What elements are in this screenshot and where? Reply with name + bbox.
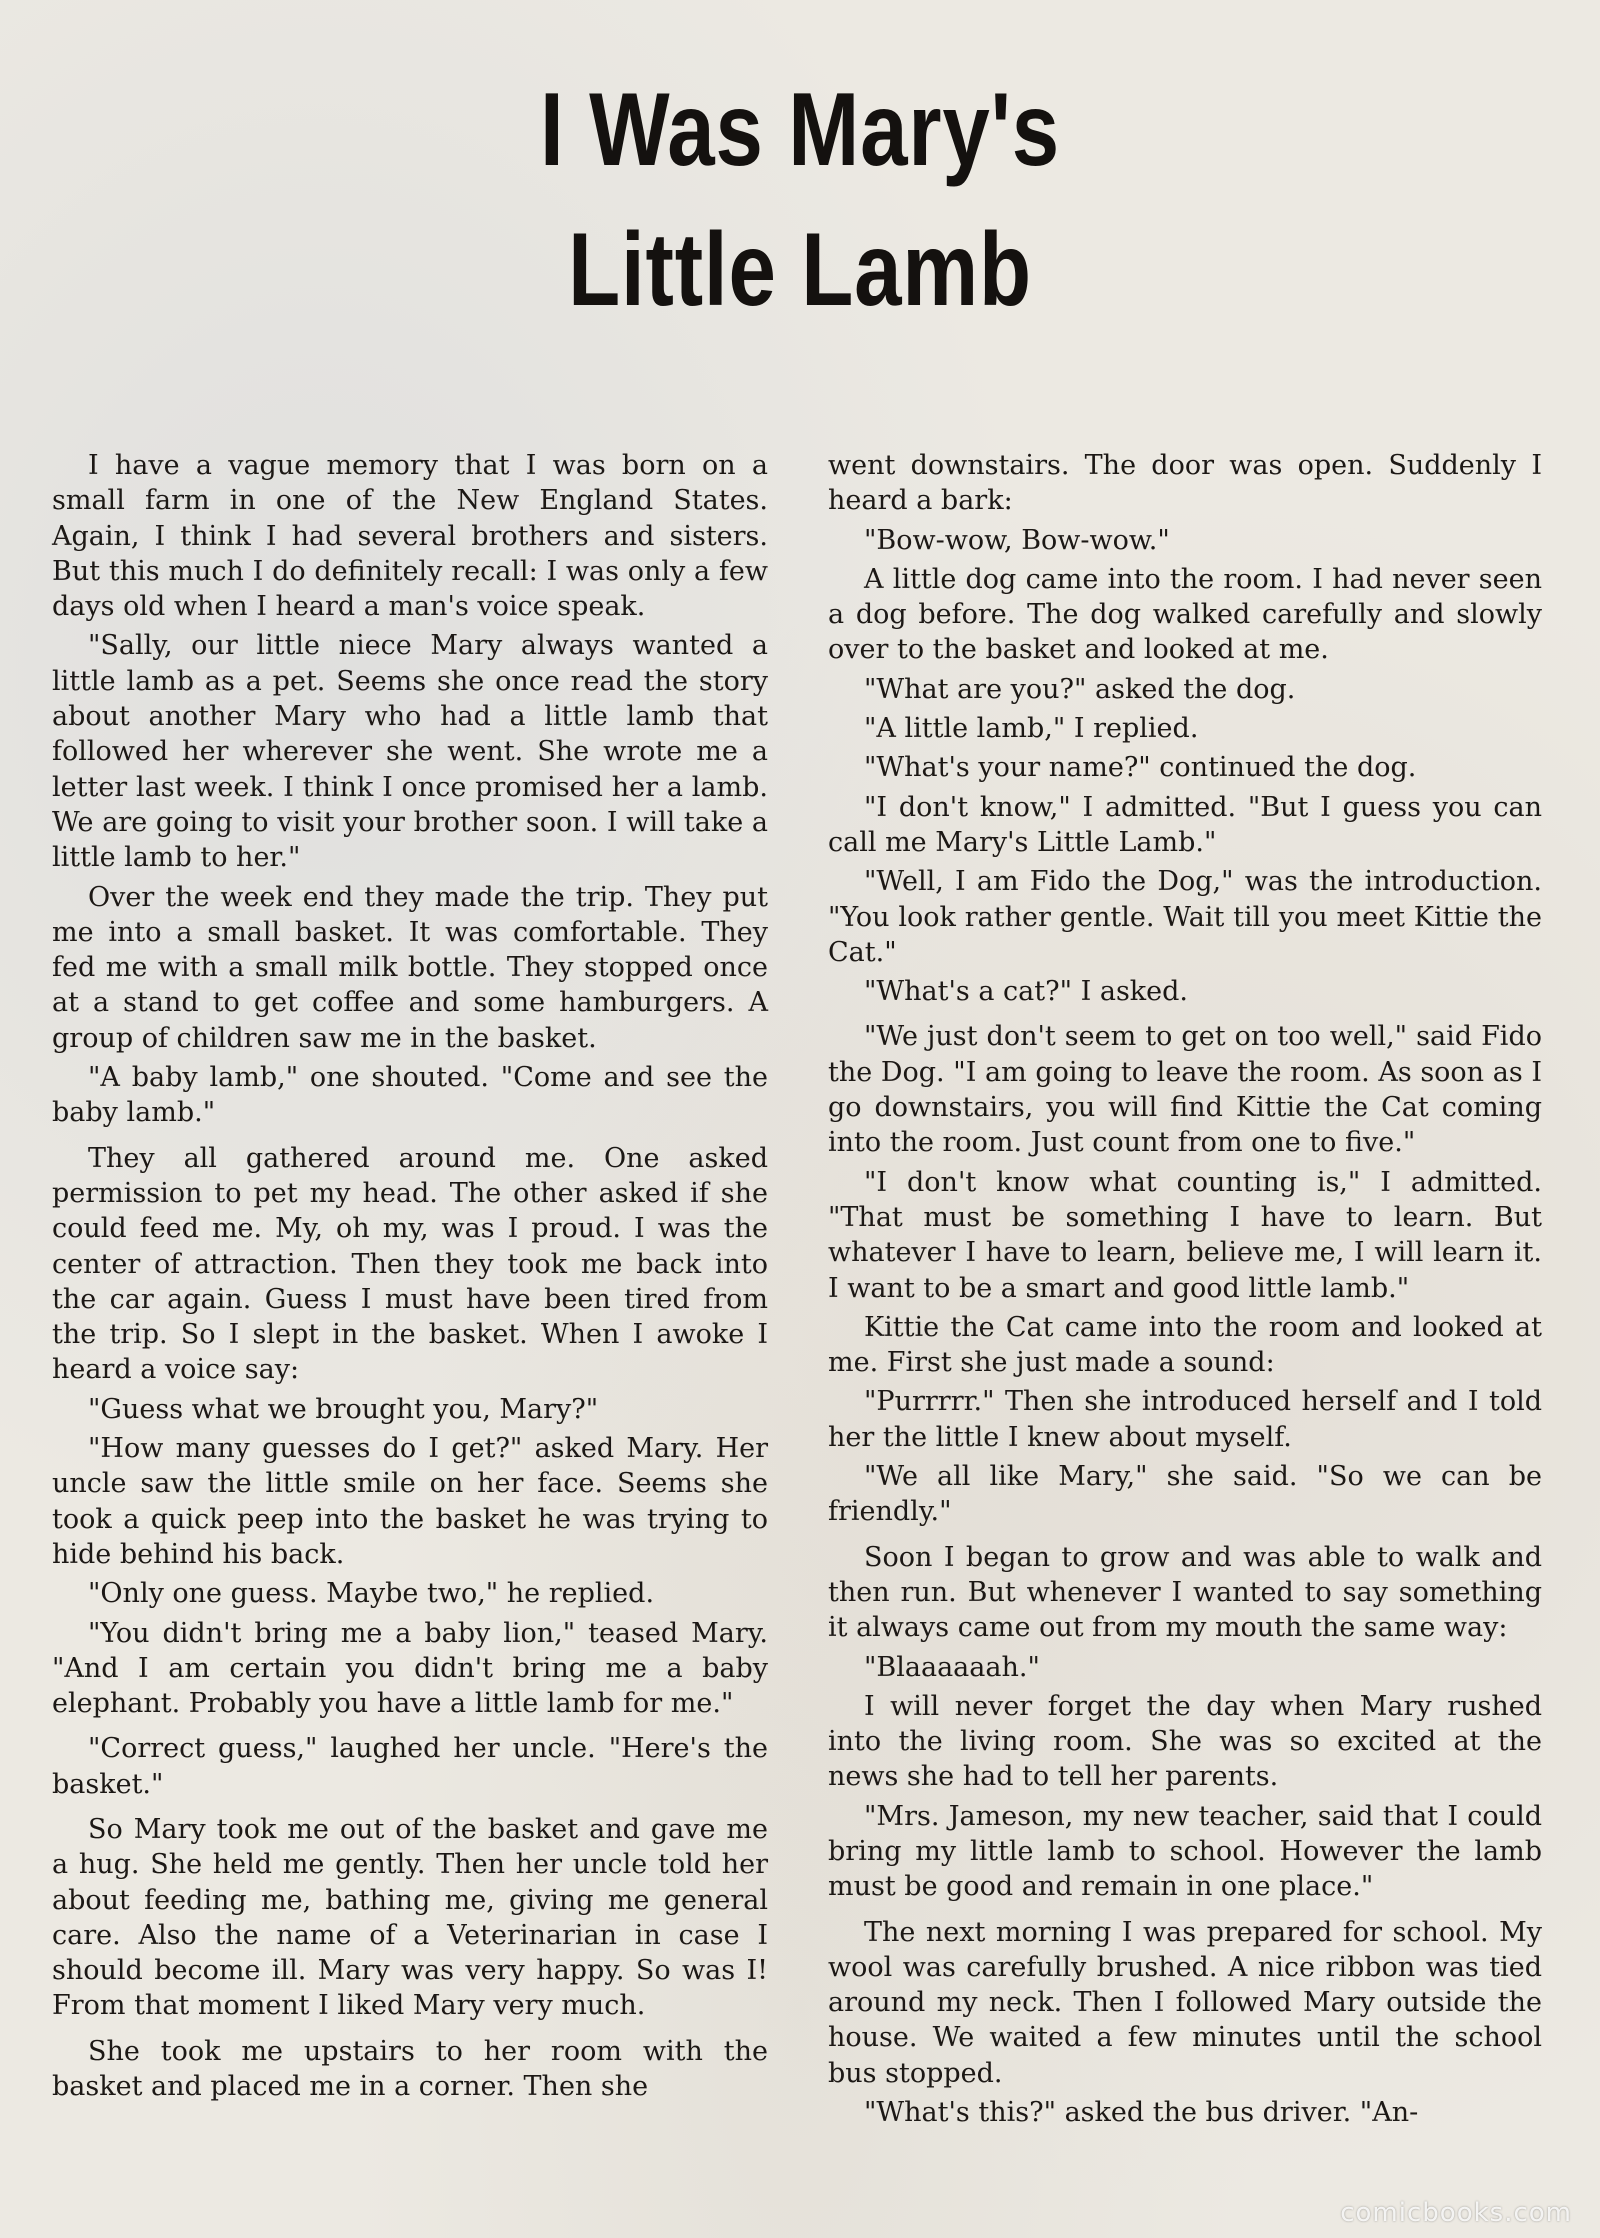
paragraph: "What's this?" asked the bus driver. "An-	[864, 2097, 1419, 2129]
paragraph: "Guess what we brought you, Mary?"	[88, 1393, 599, 1425]
paragraph: "A baby lamb," one shouted. "Come and see the baby lamb."	[52, 1062, 768, 1129]
paragraph: I will never forget the day when Mary rushed into the living room. She was so excited at the news she had to tell her parents.	[828, 1690, 1542, 1793]
title-line-1: I Was Mary's	[540, 72, 1060, 188]
paragraph: Over the week end they made the trip. They put me into a small basket. It was comfortable. They fed me with a small milk bottle. They stopped once at a stand to get coffee and some hamburgers. A group of children saw me in the basket.	[52, 881, 768, 1054]
left-column	[52, 448, 768, 2108]
paragraph: "Purrrrr." Then she introduced herself and I told her the little I knew about myself.	[828, 1386, 1542, 1453]
paragraph: A little dog came into the room. I had never seen a dog before. The dog walked carefully and slowly over to the basket and looked at me.	[828, 563, 1542, 666]
paragraph: I have a vague memory that I was born on a small farm in one of the New England States. Again, I think I had several brothers and sisters. But this much I do definitely recall: I was only a few days old when I heard a man's voice speak.	[52, 450, 768, 623]
watermark: comicbooks.com	[1340, 2198, 1572, 2228]
paragraph: "You didn't bring me a baby lion," teased Mary. "And I am certain you didn't bring me a baby elephant. Probably you have a little lamb for me."	[52, 1617, 768, 1720]
paragraph: "I don't know what counting is," I admitted. "That must be something I have to learn. But whatever I have to learn, believe me, I will learn it. I want to be a smart and good little lamb."	[828, 1166, 1542, 1304]
right-column	[828, 448, 1542, 2134]
paragraph: The next morning I was prepared for school. My wool was carefully brushed. A nice ribbon was tied around my neck. Then I followed Mary outside the house. We waited a few minutes until the school bus stopped.	[828, 1916, 1542, 2089]
paragraph: "Only one guess. Maybe two," he replied.	[88, 1578, 655, 1610]
paragraph: "We just don't seem to get on too well," said Fido the Dog. "I am going to leave the room. As soon as I go downstairs, you will find Kittie the Cat coming into the room. Just count from one to five."	[828, 1021, 1542, 1159]
paragraph: "Correct guess," laughed her uncle. "Here's the basket."	[52, 1733, 768, 1800]
paragraph: "How many guesses do I get?" asked Mary. Her uncle saw the little smile on her face. Seems she took a quick peep into the basket he was trying to hide behind his back.	[52, 1433, 768, 1570]
paragraph: "Sally, our little niece Mary always wanted a little lamb as a pet. Seems she once read the story about another Mary who had a little lamb that followed her wherever she went. She wrote me a letter last week. I think I once promised her a lamb. We are going to visit your brother soon. I will take a little lamb to her."	[52, 630, 768, 874]
paragraph: "What's your name?" continued the dog.	[864, 752, 1417, 784]
paragraph: So Mary took me out of the basket and gave me a hug. She held me gently. Then her uncle told her about feeding me, bathing me, giving me general care. Also the name of a Veterinarian in case I should become ill. Mary was very happy. So was I! From that moment I liked Mary very much.	[52, 1813, 768, 2022]
story-title	[0, 60, 1600, 340]
paragraph: She took me upstairs to her room with the basket and placed me in a corner. Then she	[52, 2035, 768, 2103]
paragraph: "I don't know," I admitted. "But I guess you can call me Mary's Little Lamb."	[828, 791, 1542, 858]
paragraph: "We all like Mary," she said. "So we can be friendly."	[828, 1461, 1542, 1528]
paragraph: Soon I began to grow and was able to walk and then run. But whenever I wanted to say something it always came out from my mouth the same way:	[828, 1541, 1542, 1644]
title-line-2: Little Lamb	[568, 212, 1032, 328]
paragraph: "Mrs. Jameson, my new teacher, said that I could bring my little lamb to school. However the lamb must be good and remain in one place."	[828, 1800, 1542, 1903]
paragraph: "Well, I am Fido the Dog," was the introduction. "You look rather gentle. Wait till you meet Kittie the Cat."	[828, 866, 1542, 968]
paragraph: "What's a cat?" I asked.	[864, 976, 1188, 1008]
paragraph: Kittie the Cat came into the room and looked at me. First she just made a sound:	[828, 1311, 1542, 1379]
paragraph: "A little lamb," I replied.	[864, 713, 1199, 745]
paragraph: They all gathered around me. One asked permission to pet my head. The other asked if she could feed me. My, oh my, was I proud. I was the center of attraction. Then they took me back into the car again. Guess I must have been tired from the trip. So I slept in the basket. When I awoke I heard a voice say:	[52, 1142, 768, 1386]
paragraph: "Blaaaaaah."	[864, 1651, 1040, 1683]
paragraph: "Bow-wow, Bow-wow."	[864, 524, 1170, 556]
paragraph: "What are you?" asked the dog.	[864, 673, 1296, 705]
paragraph: went downstairs. The door was open. Suddenly I heard a bark:	[828, 450, 1542, 517]
